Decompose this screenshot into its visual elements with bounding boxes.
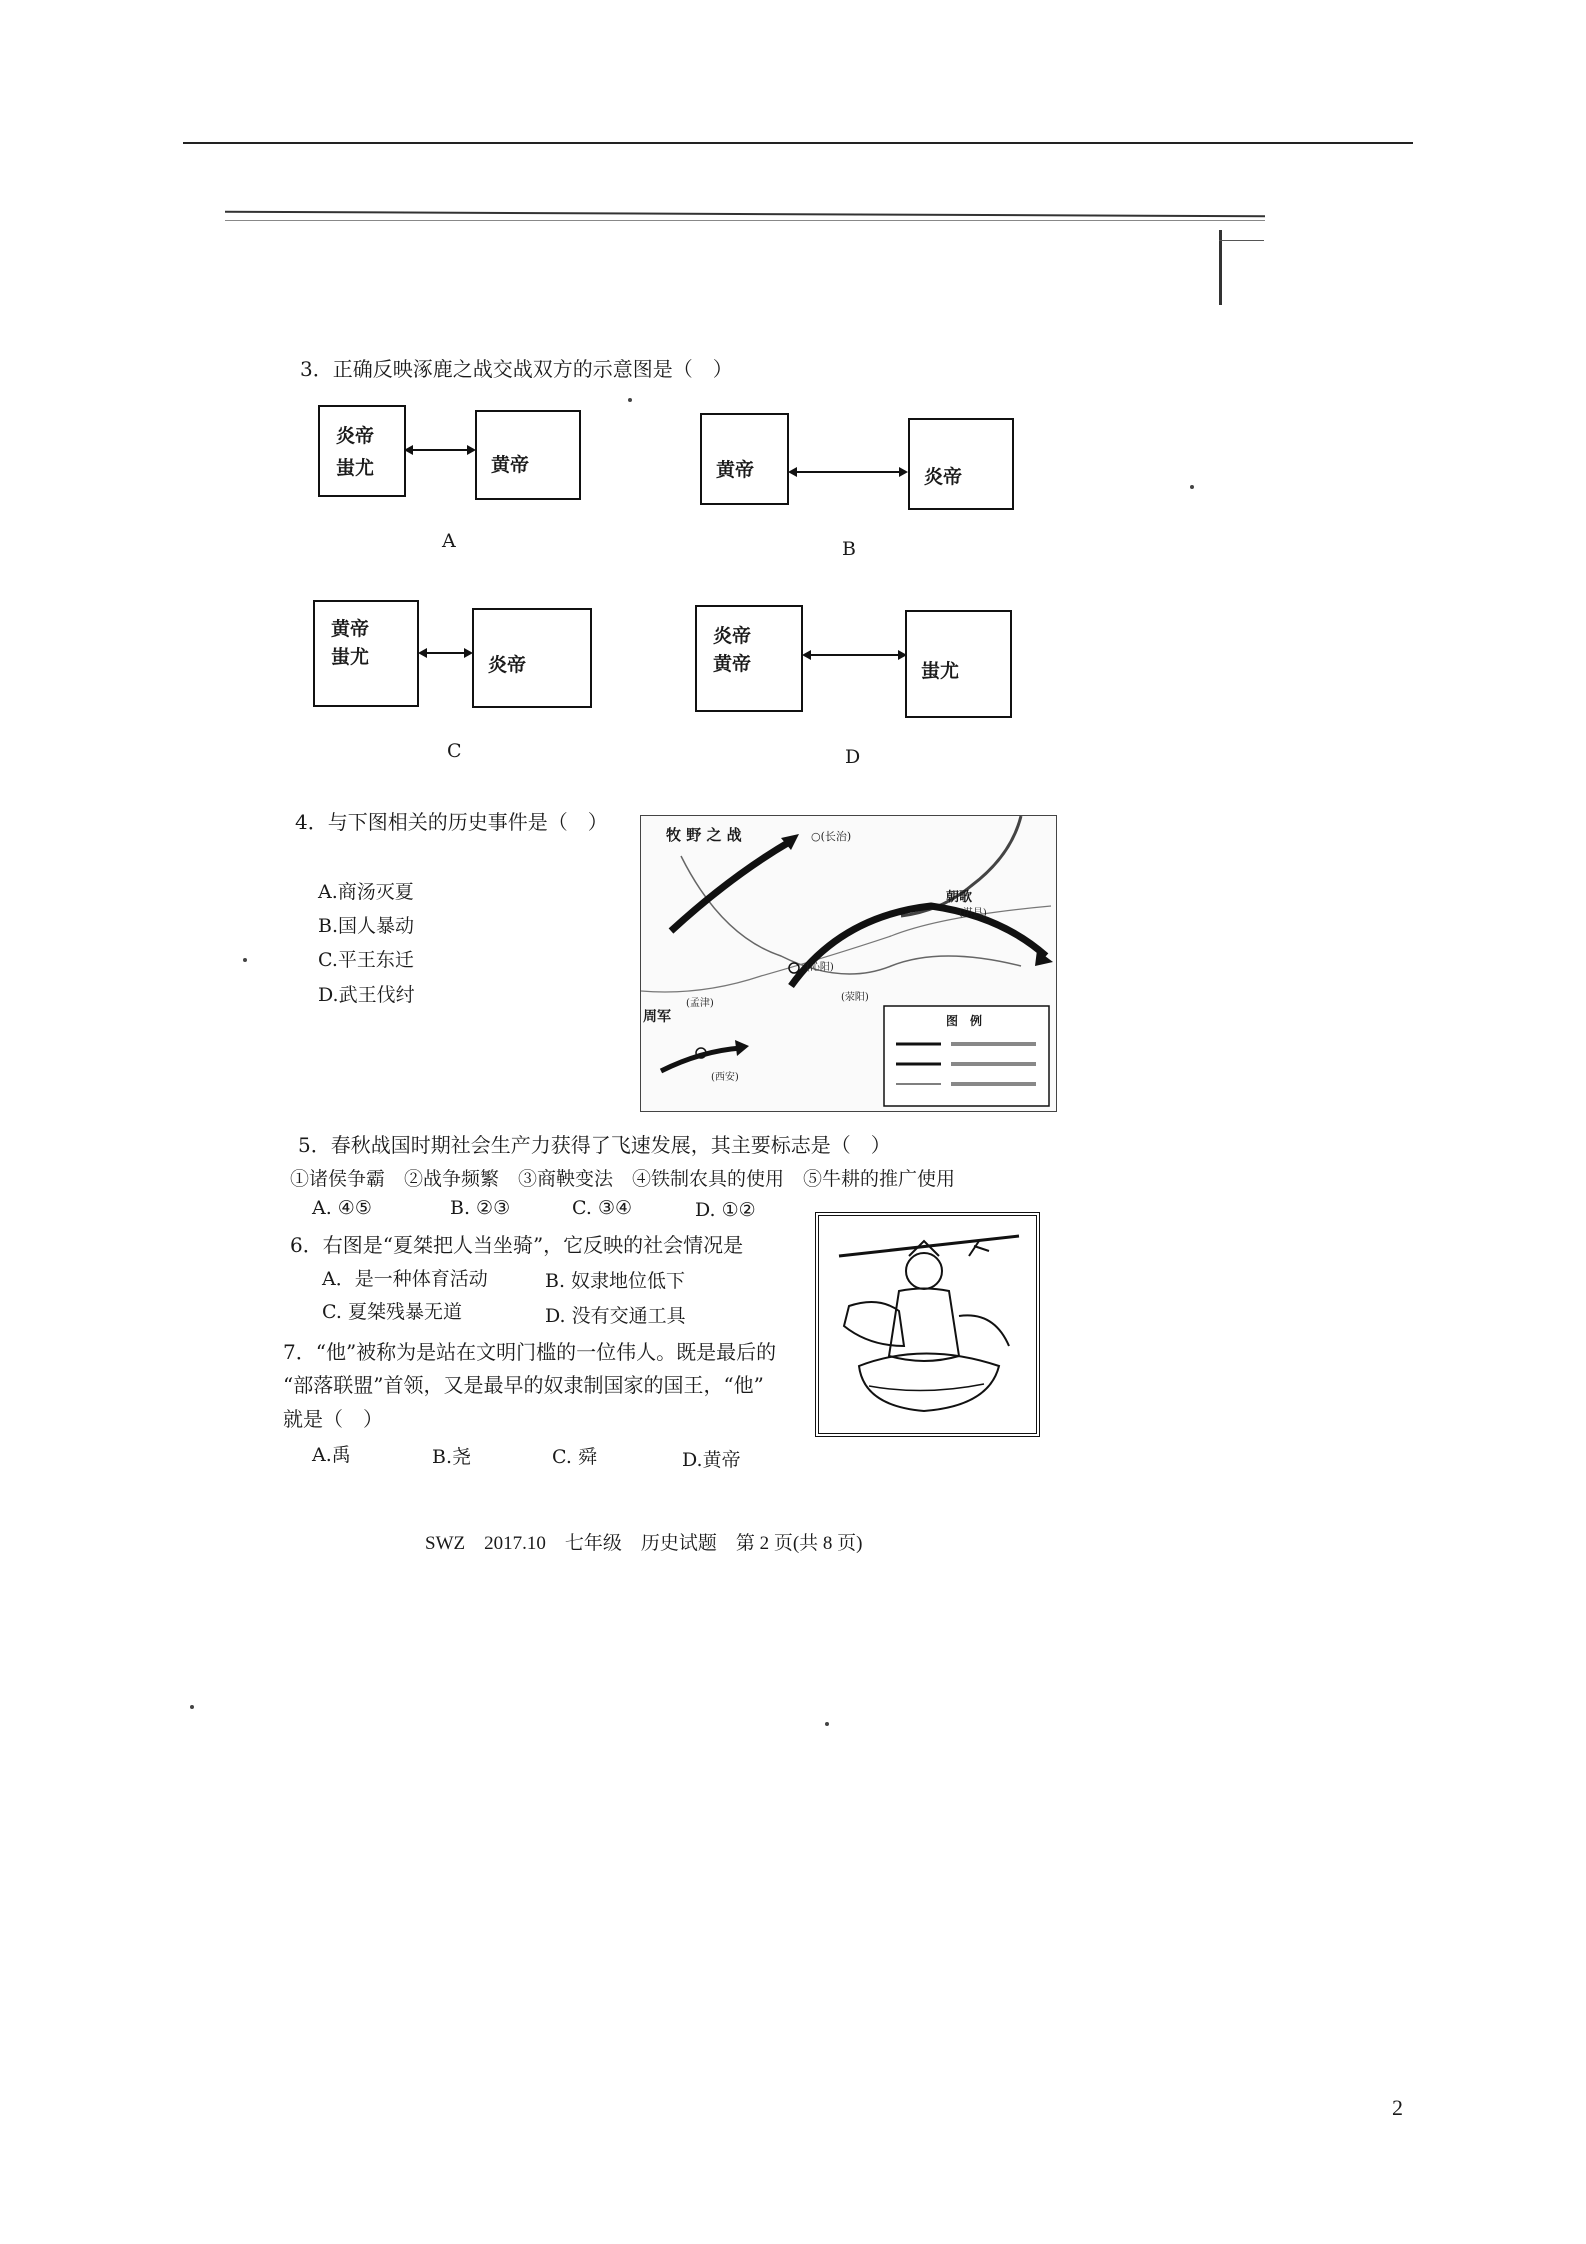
diagram-d-left-label-2: 黄帝	[713, 653, 752, 675]
diagram-c-right-label: 炎帝	[488, 654, 527, 676]
diagram-a-arrow	[404, 440, 476, 460]
question-6-stem: 6．右图是“夏桀把人当坐骑”，它反映的社会情况是	[290, 1233, 744, 1257]
diagram-b-right-box	[908, 418, 1014, 510]
map-label-zhoujun: 周军	[643, 1009, 671, 1025]
diagram-a-right-box	[475, 410, 581, 500]
question-5-option-d: D. ①②	[695, 1199, 756, 1221]
question-4-option-b: B.国人暴动	[318, 915, 415, 937]
diagram-a-right-label: 黄帝	[491, 454, 530, 476]
map-label-qinyang: (沁阳)	[806, 962, 834, 973]
diagram-d-left-box	[695, 605, 803, 712]
diagram-d-arrow	[802, 645, 907, 665]
question-6-option-d: D. 没有交通工具	[545, 1305, 686, 1327]
question-4-option-c: C.平王东迁	[318, 949, 414, 971]
diagram-b-right-label: 炎帝	[924, 466, 963, 488]
question-6-option-b: B. 奴隶地位低下	[545, 1270, 686, 1292]
map-label-haojing: (西安)	[711, 1072, 739, 1083]
map-label-zhaoge: 朝歌	[946, 890, 973, 905]
scan-edge-mark	[1219, 230, 1222, 305]
question-5-option-c: C. ③④	[572, 1197, 633, 1219]
map-label-zhaoge-sub: (淇县)	[959, 908, 987, 919]
question-7-option-a: A.禹	[312, 1444, 351, 1466]
diagram-d-right-box	[905, 610, 1012, 718]
diagram-b-left-label: 黄帝	[716, 459, 755, 481]
question-5-option-a: A. ④⑤	[312, 1197, 372, 1219]
scan-top-rule-secondary	[225, 220, 1265, 221]
map-title: 牧 野 之 战	[666, 826, 742, 844]
header-rule	[183, 142, 1413, 144]
map-label-changzhi: ○(长治)	[811, 830, 852, 843]
diagram-b-arrow	[788, 462, 908, 482]
xia-jie-drawing	[819, 1216, 1036, 1433]
question-4-option-d: D.武王伐纣	[318, 984, 415, 1006]
diagram-a-left-label-1: 炎帝	[336, 425, 375, 447]
question-7-option-d: D.黄帝	[682, 1449, 741, 1471]
question-7-line-1: 7．“他”被称为是站在文明门槛的一位伟人。既是最后的	[283, 1340, 777, 1364]
scan-speck	[628, 398, 632, 402]
question-6-option-a: A．是一种体育活动	[322, 1268, 488, 1290]
diagram-a-left-label-2: 蚩尤	[336, 457, 375, 479]
diagram-b-letter: B	[842, 538, 856, 560]
diagram-c-arrow	[418, 643, 473, 663]
question-3-stem: 3．正确反映涿鹿之战交战双方的示意图是（ ）	[300, 357, 733, 381]
muye-battle-map	[640, 815, 1057, 1112]
xia-jie-illustration	[815, 1212, 1040, 1437]
question-5-stem: 5．春秋战国时期社会生产力获得了飞速发展，其主要标志是（ ）	[298, 1133, 891, 1157]
diagram-c-letter: C	[447, 740, 462, 762]
scan-speck	[243, 958, 247, 962]
question-7-line-3: 就是（ ）	[283, 1407, 383, 1431]
question-6-option-c: C. 夏桀残暴无道	[322, 1301, 462, 1323]
map-legend-title: 图 例	[946, 1014, 983, 1028]
question-4-stem: 4．与下图相关的历史事件是（ ）	[295, 810, 608, 834]
map-label-xingze: (荥阳)	[841, 992, 869, 1003]
diagram-d-letter: D	[845, 746, 861, 768]
question-5-items: ①诸侯争霸 ②战争频繁 ③商鞅变法 ④铁制农具的使用 ⑤牛耕的推广使用	[290, 1168, 956, 1190]
diagram-b-left-box	[700, 413, 789, 505]
scan-speck	[190, 1705, 194, 1709]
question-7-option-b: B.尧	[432, 1446, 472, 1468]
question-5-option-b: B. ②③	[450, 1197, 511, 1219]
diagram-c-left-label-2: 蚩尤	[331, 646, 370, 668]
scan-speck	[825, 1722, 829, 1726]
diagram-d-left-label-1: 炎帝	[713, 625, 752, 647]
diagram-d-right-label: 蚩尤	[921, 660, 960, 682]
scan-edge-mark	[1219, 240, 1264, 241]
diagram-a-left-box	[318, 405, 406, 497]
scan-speck	[1190, 485, 1194, 489]
diagram-c-left-box	[313, 600, 419, 707]
diagram-a-letter: A	[442, 530, 456, 552]
diagram-c-left-label-1: 黄帝	[331, 618, 370, 640]
page-number: 2	[1392, 2095, 1403, 2120]
map-drawing	[641, 816, 1056, 1111]
map-label-mengjin: (孟津)	[686, 998, 714, 1009]
question-4-option-a: A.商汤灭夏	[318, 881, 414, 903]
scan-footer: SWZ 2017.10 七年级 历史试题 第 2 页(共 8 页)	[425, 1533, 863, 1554]
diagram-c-right-box	[472, 608, 592, 708]
question-7-line-2: “部落联盟”首领，又是最早的奴隶制国家的国王，“他”	[283, 1373, 764, 1397]
question-7-option-c: C. 舜	[552, 1446, 597, 1468]
